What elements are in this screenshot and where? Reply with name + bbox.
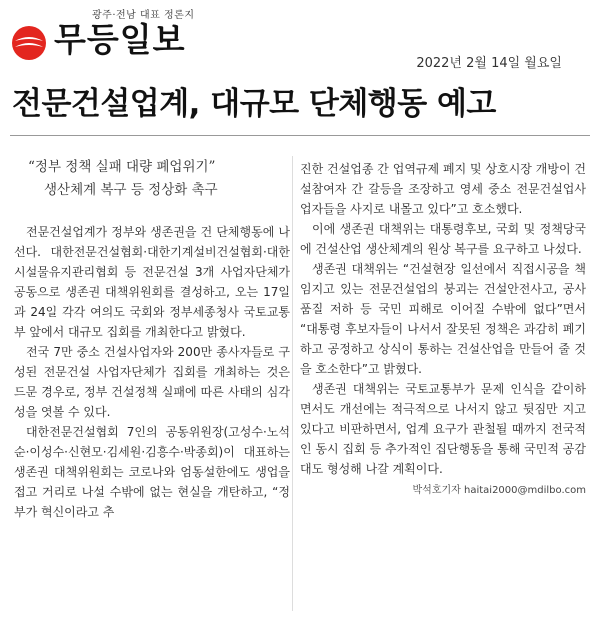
subheadline-2: 생산체계 복구 등 정상화 촉구 — [44, 182, 218, 198]
paragraph: 전국 7만 중소 건설사업자와 200만 종사자들로 구성된 전문건설 사업자단체가 집회를 개최하는 것은 드문 경우로, 정부 건설정책 실패에 따른 사태의 심각성을 엿볼 수 있다. — [14, 345, 290, 419]
headline-rule — [10, 135, 590, 136]
paragraph: 전문건설업계가 정부와 생존권을 건 단체행동에 나선다. 대한전문건설협회·대한기계설비건설협회·대한시설물유지관리협회 등 전문건설 3개 사업자단체가 공동으로 생존권 대책위원회를 결성하고, 오는 17일과 24일 각각 여의도 국회와 정부세종청사 국토교통부 앞에서 대규모 집회를 개최한다고 밝혔다. — [14, 225, 290, 339]
subheadline-1: “정부 정책 실패 대량 폐업위기” — [28, 159, 216, 175]
newspaper-name: 무등일보 — [54, 20, 186, 59]
article-column-right — [300, 159, 586, 501]
publication-date: 2022년 2월 14일 월요일 — [416, 56, 562, 71]
article-column-left — [14, 156, 290, 522]
paragraph: 생존권 대책위는 국토교통부가 문제 인식을 같이하면서도 개선에는 적극적으로 나서지 않고 뒷짐만 지고 있다고 비판하면서, 업계 요구가 관철될 때까지 전국적인 동시 집회 등 추가적인 집단행동을 통해 국민적 공감대도 형성해 나갈 계획이다. — [300, 382, 586, 476]
reporter-byline: 박석호기자 haitai2000@mdilbo.com — [412, 485, 586, 496]
paragraph: 진한 건설업종 간 업역규제 폐지 및 상호시장 개방이 건설참여자 간 갈등을 조장하고 영세 중소 전문건설업사업자들을 사지로 내몰고 있다”고 호소했다. — [300, 162, 586, 216]
paragraph: 이에 생존권 대책위는 대통령후보, 국회 및 정책당국에 건설산업 생산체계의 원상 복구를 요구하고 나섰다. — [300, 222, 586, 256]
paragraph: 생존권 대책위는 “건설현장 일선에서 직접시공을 책임지고 있는 전문건설업의 붕괴는 건설안전사고, 공사품질 저하 등 국민 피해로 이어질 수밖에 없다”면서 “대통령 후보자들이 나서서 잘못된 정책은 과감히 폐기하고 공정하고 상식이 통하는 건설산업을 만들어 줄 것을 호소한다”고 밝혔다. — [300, 262, 586, 376]
paragraph: 대한전문건설협회 7인의 공동위원장(고성수·노석순·이성수·신현모·김세원·김흥수·박종회)이 대표하는 생존권 대책위원회는 코로나와 엄동설한에도 생업을 접고 거리로 나설 수밖에 없는 현실을 개탄하고, “정부가 혁신이라고 추 — [14, 425, 290, 519]
subheadline-block — [28, 156, 290, 202]
red-circle-emblem-icon — [10, 24, 48, 62]
masthead — [10, 4, 260, 60]
masthead-tagline: 광주·전남 대표 정론지 — [92, 10, 195, 21]
column-divider — [292, 156, 293, 611]
article-headline: 전문건설업계, 대규모 단체행동 예고 — [12, 86, 496, 122]
